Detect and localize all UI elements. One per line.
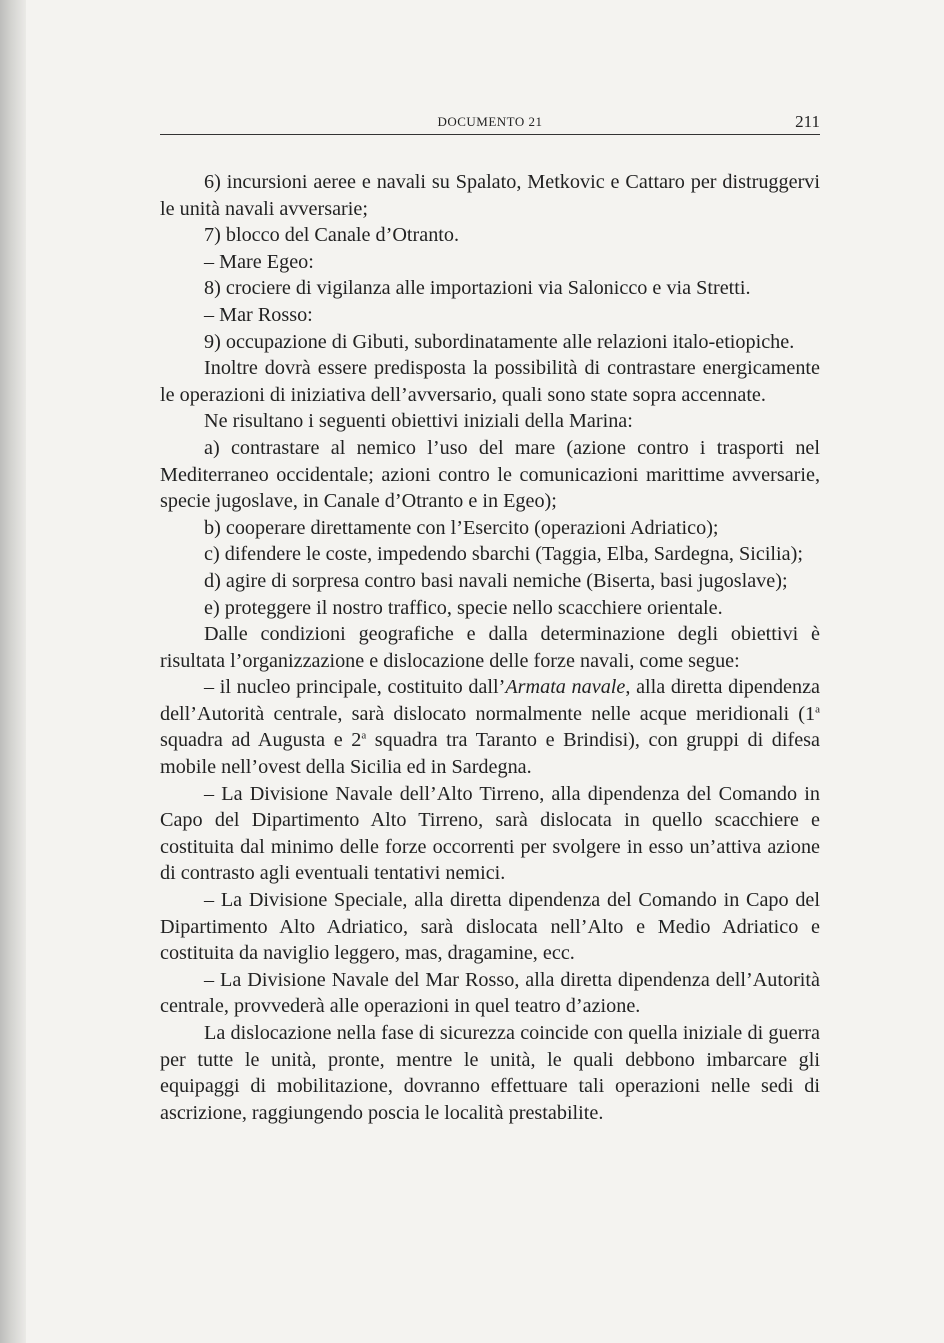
paragraph: – La Divisione Navale dell’Alto Tirreno, alla dipendenza del Comando in Capo del Dipartimento Alto Tirreno, sarà dislocata in quello scacchiere e costituita dal minimo delle forze occorrenti per svolgere in esso un’attiva azione di contrasto agli eventuali tentativi nemici. xyxy=(160,782,820,885)
list-item: d) agire di sorpresa contro basi navali nemiche (Biserta, basi jugoslave); xyxy=(204,569,788,592)
section-heading: – Mare Egeo: xyxy=(204,250,314,273)
paragraph: Dalle condizioni geografiche e dalla determinazione degli obiettivi è risultata l’organizzazione e dislocazione delle forze navali, come segue: xyxy=(160,623,820,672)
paragraph: Inoltre dovrà essere predisposta la possibilità di contrastare energicamente le operazioni di iniziativa dell’avversario, quali sono state sopra accennate. xyxy=(160,357,820,406)
text-run: squadra tra Taranto e Brindisi), con gruppi di difesa mobile nell’ovest della Sicilia ed in Sardegna. xyxy=(160,729,820,779)
text-run: squadra ad Augusta e 2 xyxy=(160,729,362,752)
italic-term: Armata navale xyxy=(505,676,626,699)
paragraph: Ne risultano i seguenti obiettivi iniziali della Marina: xyxy=(204,410,633,433)
superscript: a xyxy=(361,729,367,742)
paragraph: 9) occupazione di Gibuti, subordinatamente alle relazioni italo-etiopiche. xyxy=(204,330,795,353)
book-binding-shadow xyxy=(0,0,26,1343)
paragraph xyxy=(160,674,820,780)
text-run: , alla diretta dipendenza dell’Autorità centrale, sarà dislocato normalmente nelle acque meridionali (1 xyxy=(160,676,821,725)
section-heading: – Mar Rosso: xyxy=(204,303,313,326)
page-number: 211 xyxy=(795,112,820,131)
page-header xyxy=(160,112,820,135)
list-item: e) proteggere il nostro traffico, specie nello scacchiere orientale. xyxy=(204,596,723,619)
list-item: a) contrastare al nemico l’uso del mare (azione contro i trasporti nel Mediterraneo occidentale; azioni contro le comunicazioni marittime avversarie, specie jugoslave, in Canale d’Otranto e in Egeo); xyxy=(160,436,820,513)
list-item: b) cooperare direttamente con l’Esercito (operazioni Adriatico); xyxy=(204,516,719,539)
paragraph: – La Divisione Navale del Mar Rosso, alla diretta dipendenza dell’Autorità centrale, provvederà alle operazioni in quel teatro d’azione. xyxy=(160,968,820,1018)
paragraph: 6) incursioni aeree e navali su Spalato, Metkovic e Cattaro per distruggervi le unità navali avversarie; xyxy=(160,171,820,220)
running-title: DOCUMENTO 21 xyxy=(437,114,543,129)
paragraph: 7) blocco del Canale d’Otranto. xyxy=(204,224,460,247)
paragraph: La dislocazione nella fase di sicurezza coincide con quella iniziale di guerra per tutte le unità, pronte, mentre le unità, le quali debbono imbarcare gli equipaggi di mobilitazione, dovranno effettuare tali operazioni nelle sedi di ascrizione, raggiungendo poscia le località prestabilite. xyxy=(160,1022,820,1124)
text-run: – il nucleo principale, costituito dall’ xyxy=(204,676,506,699)
paragraph: 8) crociere di vigilanza alle importazioni via Salonicco e via Stretti. xyxy=(204,277,751,300)
list-item: c) difendere le coste, impedendo sbarchi (Taggia, Elba, Sardegna, Sicilia); xyxy=(204,543,803,566)
paragraph: – La Divisione Speciale, alla diretta dipendenza del Comando in Capo del Dipartimento Alto Adriatico, sarà dislocata nell’Alto e Medio Adriatico e costituita da naviglio leggero, mas, dragamine, ecc. xyxy=(160,889,820,965)
superscript: a xyxy=(815,703,820,716)
body-text xyxy=(160,169,820,1126)
